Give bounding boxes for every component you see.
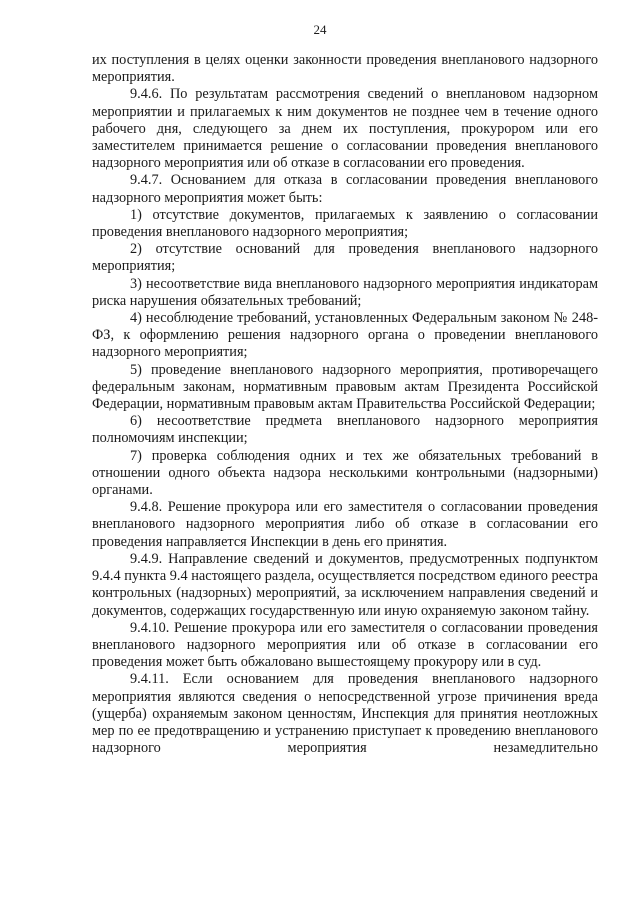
- paragraph: 9.4.6. По результатам рассмотрения сведений о внеплановом надзорном мероприятии и прилагаемых к ним документов не позднее чем в течение одного рабочего дня, следующего за днем их поступления, прокурором или его заместителем принимается решение о согласовании проведения внепланового надзорного мероприятия или об отказе в согласовании его проведения.: [92, 86, 598, 172]
- document-body: [92, 52, 598, 757]
- paragraph: их поступления в целях оценки законности проведения внепланового надзорного мероприятия.: [92, 52, 598, 86]
- page-number: 24: [313, 22, 327, 37]
- paragraph: 2) отсутствие оснований для проведения внепланового надзорного мероприятия;: [92, 241, 598, 275]
- paragraph: 9.4.7. Основанием для отказа в согласовании проведения внепланового надзорного мероприятия может быть:: [92, 172, 598, 206]
- paragraph: 6) несоответствие предмета внепланового надзорного мероприятия полномочиям инспекции;: [92, 413, 598, 447]
- paragraph: 9.4.8. Решение прокурора или его заместителя о согласовании проведения внепланового надзорного мероприятия либо об отказе в согласовании его проведения направляется Инспекции в день его принятия.: [92, 499, 598, 550]
- paragraph: 9.4.11. Если основанием для проведения внепланового надзорного мероприятия являются сведения о непосредственной угрозе причинения вреда (ущерба) охраняемым законом ценностям, Инспекция для принятия неотложных мер по ее предотвращению и устранению приступает к проведению внепланового надзорного мероприятия незамедлительно: [92, 671, 598, 757]
- paragraph: 5) проведение внепланового надзорного мероприятия, противоречащего федеральным законам, нормативным правовым актам Президента Российской Федерации, нормативным правовым актам Правительства Российской Федерации;: [92, 361, 598, 413]
- paragraph: 9.4.9. Направление сведений и документов, предусмотренных подпунктом 9.4.4 пункта 9.4 настоящего раздела, осуществляется посредством единого реестра контрольных (надзорных) мероприятий, за исключением направления сведений и документов, содержащих государственную или иную охраняемую законом тайну.: [92, 550, 598, 619]
- paragraph: 4) несоблюдение требований, установленных Федеральным законом № 248-ФЗ, к оформлению решения надзорного органа о проведении внепланового надзорного мероприятия;: [92, 310, 598, 361]
- paragraph: 7) проверка соблюдения одних и тех же обязательных требований в отношении одного объекта надзора несколькими контрольными (надзорными) органами.: [92, 447, 598, 499]
- paragraph: 3) несоответствие вида внепланового надзорного мероприятия индикаторам риска нарушения обязательных требований;: [92, 275, 598, 309]
- paragraph: 1) отсутствие документов, прилагаемых к заявлению о согласовании проведения внепланового надзорного мероприятия;: [92, 206, 598, 241]
- paragraph: 9.4.10. Решение прокурора или его заместителя о согласовании проведения внепланового надзорного мероприятия или об отказе в согласовании его проведения может быть обжаловано вышестоящему прокурору или в суд.: [92, 619, 598, 671]
